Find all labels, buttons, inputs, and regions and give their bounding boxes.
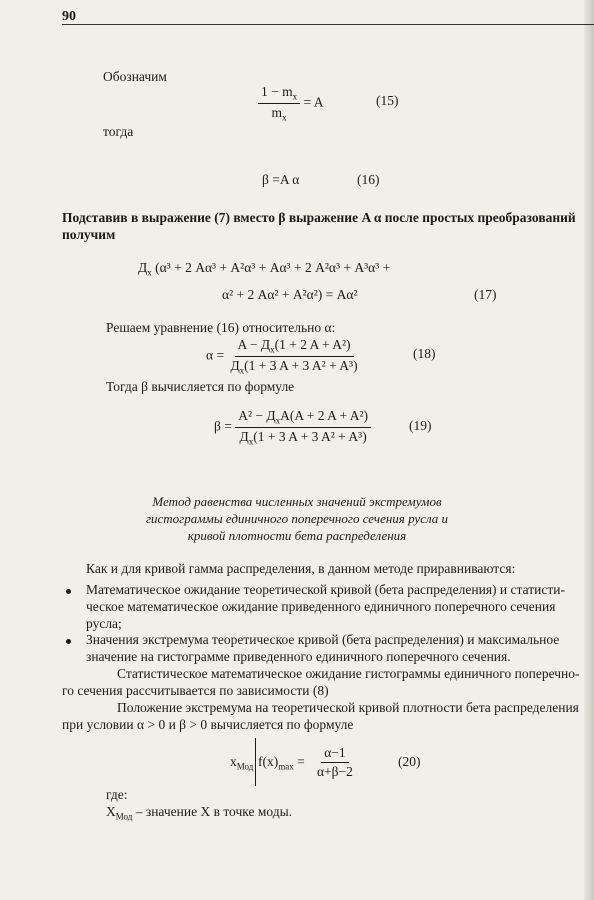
- text-gamma-comparison: Как и для кривой гамма распределения, в данном методе приравниваются:: [86, 561, 516, 576]
- bullet2-line1: Значения экстремума теоретическое кривой (бета распределения) и максимальное: [86, 632, 560, 647]
- equation-number-15: (15): [376, 93, 399, 108]
- section-heading-line1: Метод равенства численных значений экстремумов: [152, 494, 442, 509]
- equation-20-fraction: $\frac{\alpha-1}{\alpha+\beta-2}$: [317, 745, 353, 779]
- section-heading-line2: гистограммы единичного поперечного сечения русла и: [145, 511, 449, 526]
- paragraph-substitute-line2: получим: [62, 227, 116, 242]
- bullet-dot-1: [66, 589, 71, 594]
- equation-number-18: (18): [413, 346, 436, 361]
- text-xmod-definition: $X_{Мод}$ – значение X в точке моды.: [106, 804, 293, 822]
- text-solve-equation: Решаем уравнение (16) относительно α:: [106, 320, 336, 335]
- equation-17-line1: $Д_x$ (α³ + 2 Aα³ + A²α³ + Aα³ + 2 A²α³ + A³α³ +: [138, 260, 391, 278]
- text-beta-formula: Тогда β вычисляется по формуле: [106, 379, 295, 394]
- equation-18: α = $\frac{A - Д_x(1 + 2 A + A^2)}{Д_x(1 + 3 A + 3 A^2 + A^3)}$: [206, 337, 361, 375]
- paragraph-substitute-line1: Подставив в выражение (7) вместо β выражение A α после простых преобразований: [62, 210, 576, 225]
- equation-20-lhs: $x_{Мод}$: [230, 754, 254, 772]
- equation-20-evaluation-bar: [255, 738, 256, 786]
- paragraph-stat-line1: Статистическое математическое ожидание гистограммы единичного поперечно-: [117, 666, 580, 681]
- paragraph-stat-line2: го сечения рассчитывается по зависимости (8): [62, 683, 329, 698]
- bullet2-line2: значение на гистограмме приведенного единичного поперечного сечения.: [86, 649, 511, 664]
- eq15-fraction: $\frac{1 - m_x}{m_x}$: [258, 84, 300, 122]
- bullet1-line1: Математическое ожидание теоретической кривой (бета распределения) и статисти-: [86, 582, 565, 597]
- paragraph-mode-line1: Положение экстремума на теоретической кривой плотности бета распределения: [117, 700, 579, 715]
- bullet-dot-2: [66, 639, 71, 644]
- equation-16: β =A α: [262, 172, 300, 187]
- equation-number-16: (16): [357, 172, 380, 187]
- equation-number-20: (20): [398, 754, 421, 769]
- equation-15: [258, 84, 324, 122]
- page-number: 90: [62, 9, 76, 24]
- header-rule: [62, 24, 594, 25]
- page-edge-shadow: [584, 0, 594, 900]
- section-heading-line3: кривой плотности бета распределения: [187, 528, 407, 543]
- eq19-fraction: $\frac{A^2 - Д_xA(A + 2 A + A^2)}{Д_x(1 + 3 A + 3 A^2 + A^3)}$: [235, 408, 371, 446]
- text-oboznachim: Обозначим: [103, 69, 167, 84]
- text-gde: где:: [106, 787, 128, 802]
- equation-number-17: (17): [474, 287, 497, 302]
- equation-number-19: (19): [409, 418, 432, 433]
- paragraph-mode-line2: при условии α > 0 и β > 0 вычисляется по формуле: [62, 717, 354, 732]
- bullet1-line3: русла;: [86, 616, 122, 631]
- equation-19: β = $\frac{A^2 - Д_xA(A + 2 A + A^2)}{Д_x(1 + 3 A + 3 A^2 + A^3)}$: [214, 408, 371, 446]
- equation-20-function: $f(x)_{max}$ =: [258, 754, 305, 772]
- eq18-fraction: $\frac{A - Д_x(1 + 2 A + A^2)}{Д_x(1 + 3 A + 3 A^2 + A^3)}$: [230, 337, 358, 376]
- text-togda: тогда: [103, 124, 134, 139]
- bullet1-line2: ческое математическое ожидание приведенного единичного поперечного сечения: [86, 599, 556, 614]
- equation-17-line2: α² + 2 Aα² + A²α²) = Aα²: [222, 287, 358, 302]
- eq15-rhs: = A: [303, 94, 324, 110]
